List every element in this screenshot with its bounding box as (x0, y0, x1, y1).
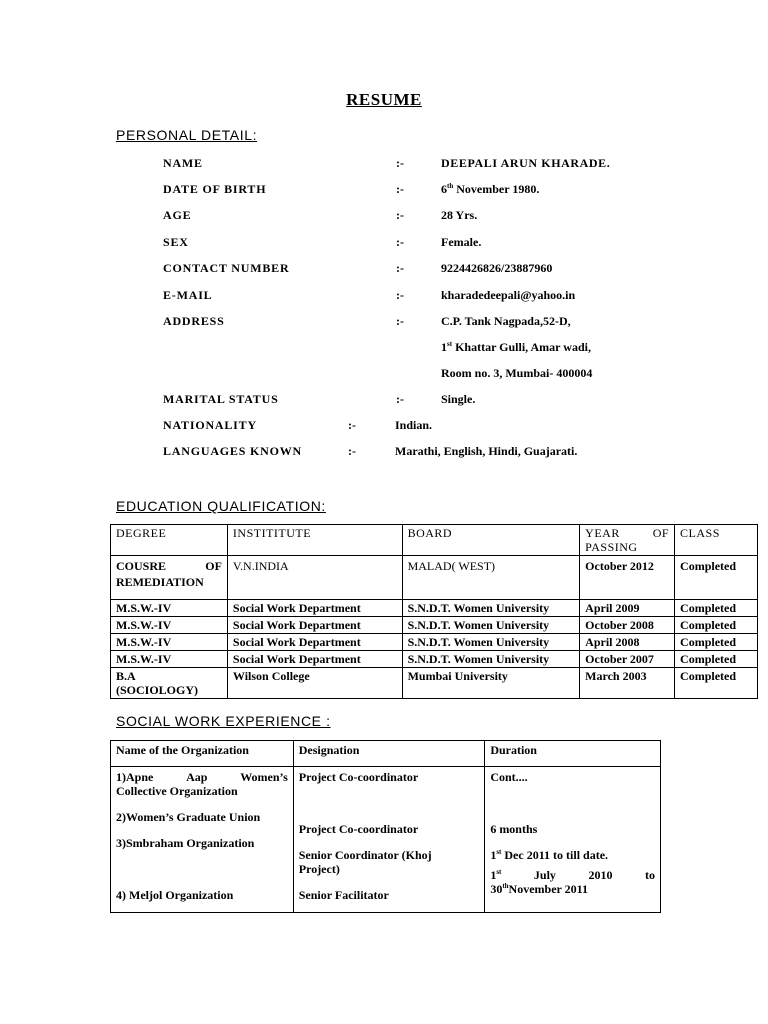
experience-heading: SOCIAL WORK EXPERIENCE : (116, 713, 331, 729)
degree-cell: M.S.W.-IV (111, 651, 228, 668)
contact-sep: :- (396, 261, 404, 275)
address-label: ADDRESS (163, 314, 225, 328)
header-class: CLASS (675, 525, 758, 556)
nationality-sep: :- (348, 418, 356, 432)
board-cell: MALAD( WEST) (402, 556, 580, 600)
languages-label: LANGUAGES KNOWN (163, 444, 303, 458)
designation-3-line2: Project) (298, 862, 340, 876)
table-row (111, 617, 758, 634)
age-label: AGE (163, 208, 192, 222)
header-organization: Name of the Organization (111, 741, 294, 767)
contact-value: 9224426826/23887960 (441, 261, 553, 275)
personal-detail-heading: PERSONAL DETAIL: (116, 127, 258, 143)
experience-table (110, 740, 661, 913)
class-cell: Completed (675, 668, 758, 699)
designation-4: Senior Facilitator (298, 888, 389, 902)
org-2: 2)Women’s Graduate Union (116, 810, 261, 824)
organizations-cell (111, 767, 294, 913)
year-cell: October 2008 (580, 617, 675, 634)
education-table (110, 524, 758, 699)
designations-cell (293, 767, 485, 913)
header-board: BOARD (402, 525, 580, 556)
org-1-line2: Collective Organization (116, 784, 238, 798)
education-heading: EDUCATION QUALIFICATION: (116, 498, 326, 514)
degree-cell: M.S.W.-IV (111, 600, 228, 617)
marital-label: MARITAL STATUS (163, 392, 279, 406)
address-sep: :- (396, 314, 404, 328)
duration-3: 1st Dec 2011 to till date. (490, 848, 609, 862)
board-cell: S.N.D.T. Women University (402, 600, 580, 617)
table-row (111, 668, 758, 699)
email-value: kharadedeepali@yahoo.in (441, 288, 576, 302)
nationality-value: Indian. (395, 418, 433, 432)
org-1: 1)Apne Aap Women’s (116, 770, 288, 784)
table-row (111, 651, 758, 668)
institute-cell: Social Work Department (227, 617, 402, 634)
class-cell: Completed (675, 617, 758, 634)
class-cell: Completed (675, 600, 758, 617)
institute-cell: Social Work Department (227, 634, 402, 651)
dob-sep: :- (396, 182, 404, 196)
dob-label: DATE OF BIRTH (163, 182, 267, 196)
address-line3: Room no. 3, Mumbai- 400004 (441, 366, 593, 380)
year-cell: April 2009 (580, 600, 675, 617)
sex-sep: :- (396, 235, 404, 249)
org-3: 3)Smbraham Organization (116, 836, 255, 850)
table-row (111, 600, 758, 617)
education-header-row (111, 525, 758, 556)
class-cell: Completed (675, 634, 758, 651)
year-cell: March 2003 (580, 668, 675, 699)
degree-cell: M.S.W.-IV (111, 634, 228, 651)
degree-cell: COUSRE OF REMEDIATION (111, 556, 228, 600)
year-cell: October 2012 (580, 556, 675, 600)
institute-cell: Social Work Department (227, 651, 402, 668)
marital-value: Single. (441, 392, 476, 406)
header-year: YEAR OF PASSING (580, 525, 675, 556)
email-sep: :- (396, 288, 404, 302)
table-row (111, 556, 758, 600)
experience-header-row (111, 741, 661, 767)
dob-value: 6th November 1980. (441, 182, 540, 196)
class-cell: Completed (675, 556, 758, 600)
durations-cell (485, 767, 661, 913)
duration-4-line2: 30thNovember 2011 (490, 882, 588, 896)
board-cell: S.N.D.T. Women University (402, 651, 580, 668)
board-cell: S.N.D.T. Women University (402, 617, 580, 634)
org-4: 4) Meljol Organization (116, 888, 234, 902)
header-designation: Designation (293, 741, 485, 767)
duration-2: 6 months (490, 822, 538, 836)
sex-value: Female. (441, 235, 482, 249)
year-cell: October 2007 (580, 651, 675, 668)
sex-label: SEX (163, 235, 189, 249)
institute-cell: V.N.INDIA (227, 556, 402, 600)
designation-2: Project Co-coordinator (298, 822, 419, 836)
email-label: E-MAIL (163, 288, 213, 302)
experience-body-row (111, 767, 661, 913)
name-label: NAME (163, 156, 203, 170)
board-cell: Mumbai University (402, 668, 580, 699)
header-degree: DEGREE (111, 525, 228, 556)
name-value: DEEPALI ARUN KHARADE. (441, 156, 611, 170)
duration-4: 1st July 2010 to (490, 868, 655, 882)
address-line1: C.P. Tank Nagpada,52-D, (441, 314, 571, 328)
name-sep: :- (396, 156, 404, 170)
institute-cell: Wilson College (227, 668, 402, 699)
languages-value: Marathi, English, Hindi, Guajarati. (395, 444, 578, 458)
age-sep: :- (396, 208, 404, 222)
institute-cell: Social Work Department (227, 600, 402, 617)
table-row (111, 634, 758, 651)
class-cell: Completed (675, 651, 758, 668)
marital-sep: :- (396, 392, 404, 406)
degree-cell: B.A (SOCIOLOGY) (111, 668, 228, 699)
board-cell: S.N.D.T. Women University (402, 634, 580, 651)
header-duration: Duration (485, 741, 661, 767)
contact-label: CONTACT NUMBER (163, 261, 290, 275)
address-line2: 1st Khattar Gulli, Amar wadi, (441, 340, 591, 354)
nationality-label: NATIONALITY (163, 418, 257, 432)
header-institute: INSTITITUTE (227, 525, 402, 556)
degree-cell: M.S.W.-IV (111, 617, 228, 634)
age-value: 28 Yrs. (441, 208, 478, 222)
year-cell: April 2008 (580, 634, 675, 651)
designation-3: Senior Coordinator (Khoj (298, 848, 432, 862)
designation-1: Project Co-coordinator (298, 770, 419, 784)
document-title: RESUME (346, 90, 422, 109)
languages-sep: :- (348, 444, 356, 458)
duration-1: Cont.... (490, 770, 528, 784)
